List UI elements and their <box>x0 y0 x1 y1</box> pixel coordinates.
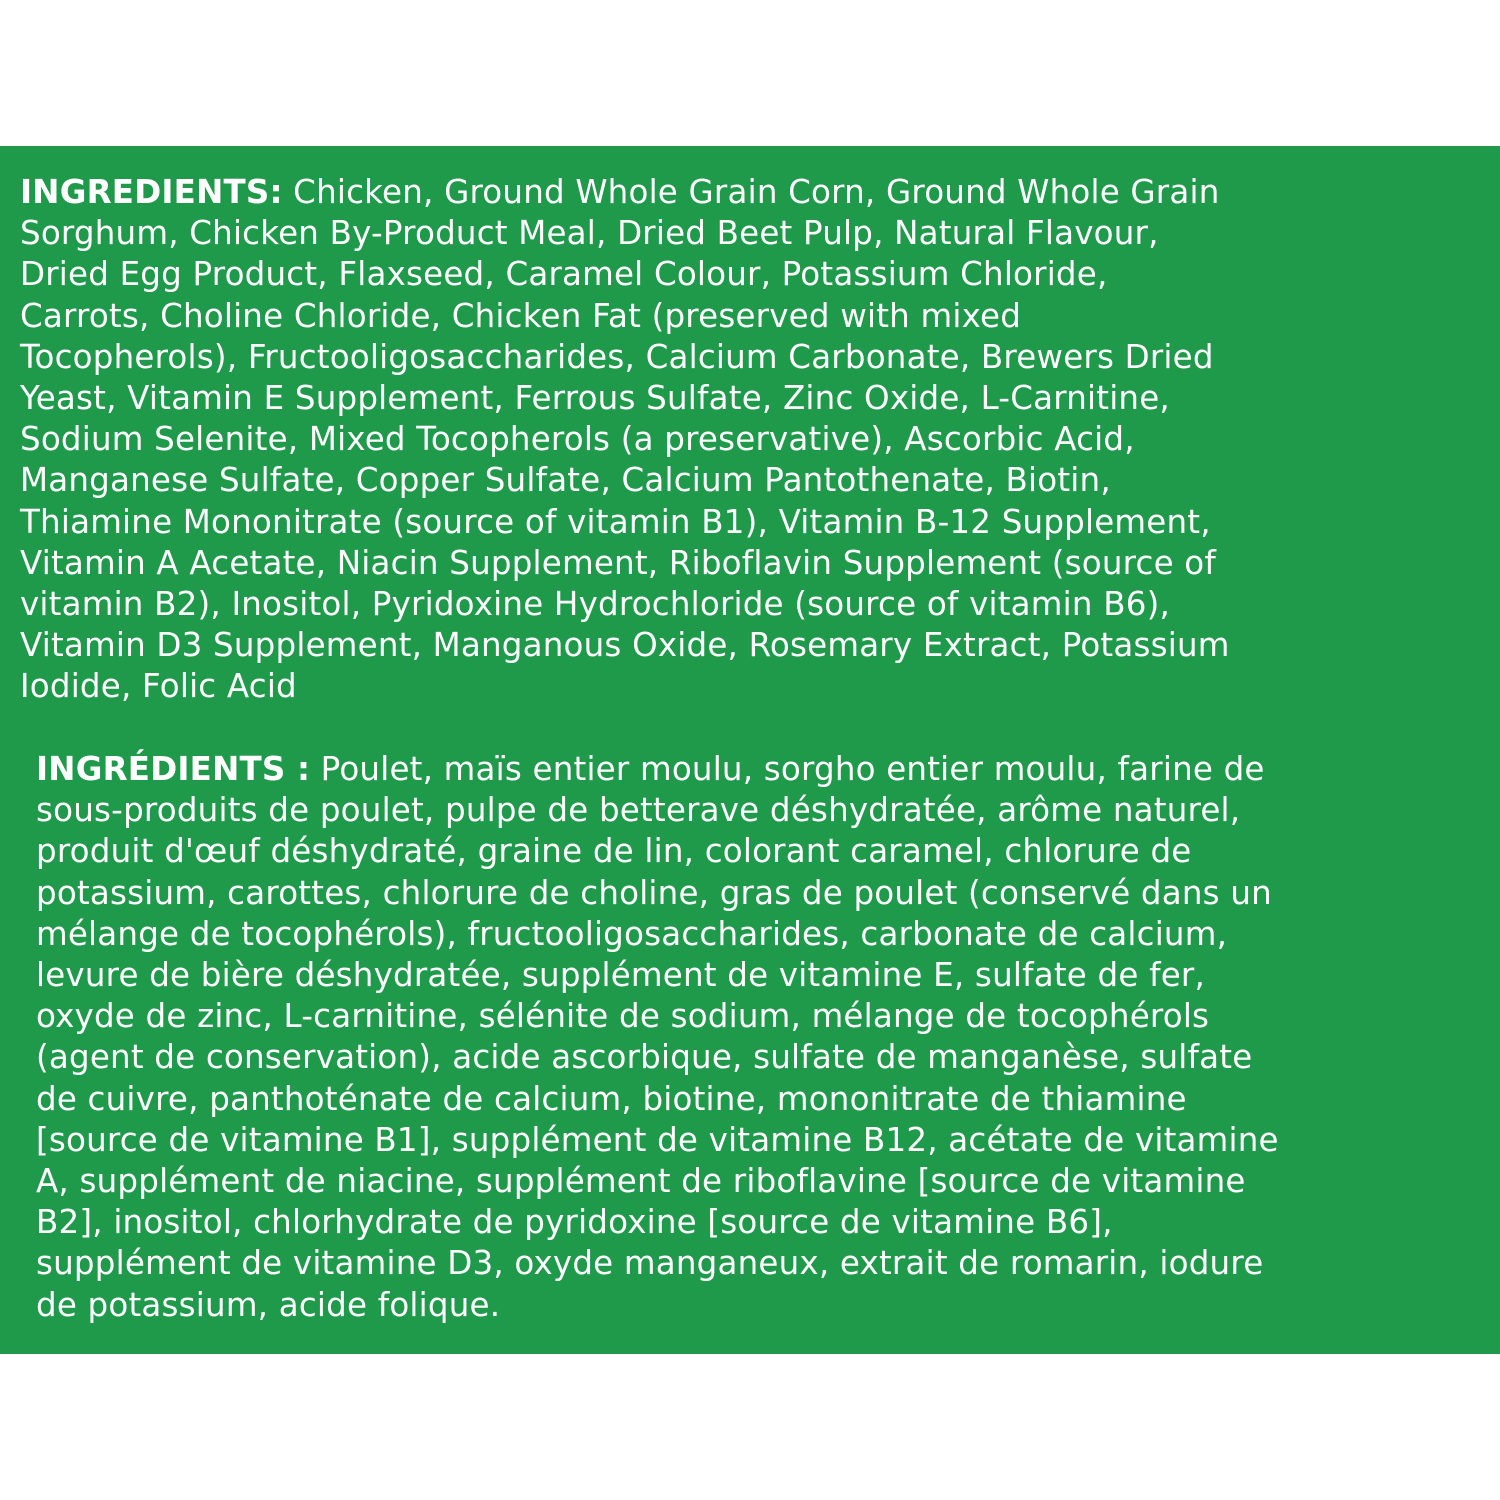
english-ingredients-line: Sodium Selenite, Mixed Tocopherols (a preservative), Ascorbic Acid, <box>20 420 1135 459</box>
english-ingredients-heading: INGREDIENTS: <box>20 173 283 211</box>
english-ingredients-line: Yeast, Vitamin E Supplement, Ferrous Sulfate, Zinc Oxide, L-Carnitine, <box>20 379 1170 418</box>
french-ingredients-line: de potassium, acide folique. <box>36 1285 501 1324</box>
french-ingredients-line: mélange de tocophérols), fructooligosaccharides, carbonate de calcium, <box>36 914 1228 953</box>
french-ingredients-line: A, supplément de niacine, supplément de riboflavine [source de vitamine <box>36 1162 1246 1201</box>
english-ingredients-line: Vitamin D3 Supplement, Manganous Oxide, Rosemary Extract, Potassium <box>20 626 1230 665</box>
english-ingredients-line: Tocopherols), Fructooligosaccharides, Calcium Carbonate, Brewers Dried <box>20 337 1214 376</box>
english-ingredients-line: Carrots, Choline Chloride, Chicken Fat (preserved with mixed <box>20 296 1022 335</box>
french-ingredients-block <box>36 749 1496 1326</box>
french-ingredients-line: Poulet, maïs entier moulu, sorgho entier moulu, farine de <box>310 750 1265 788</box>
french-ingredients-line: de cuivre, panthoténate de calcium, biotine, mononitrate de thiamine <box>36 1079 1187 1118</box>
ingredients-panel <box>0 146 1500 1354</box>
french-ingredients-line: supplément de vitamine D3, oxyde manganeux, extrait de romarin, iodure <box>36 1244 1264 1283</box>
french-ingredients-line: [source de vitamine B1], supplément de vitamine B12, acétate de vitamine <box>36 1120 1279 1159</box>
english-ingredients-line: Iodide, Folic Acid <box>20 667 297 706</box>
english-ingredients-line: Thiamine Mononitrate (source of vitamin B1), Vitamin B-12 Supplement, <box>20 502 1211 541</box>
english-ingredients-line: Dried Egg Product, Flaxseed, Caramel Colour, Potassium Chloride, <box>20 255 1108 294</box>
french-ingredients-line: oxyde de zinc, L-carnitine, sélénite de sodium, mélange de tocophérols <box>36 997 1210 1036</box>
english-ingredients-line: Vitamin A Acetate, Niacin Supplement, Riboflavin Supplement (source of <box>20 543 1217 582</box>
french-ingredients-line: sous-produits de poulet, pulpe de betterave déshydratée, arôme naturel, <box>36 791 1241 830</box>
french-ingredients-line: (agent de conservation), acide ascorbique, sulfate de manganèse, sulfate <box>36 1038 1253 1077</box>
french-ingredients-line: produit d'œuf déshydraté, graine de lin, colorant caramel, chlorure de <box>36 832 1192 871</box>
french-ingredients-line: potassium, carottes, chlorure de choline, gras de poulet (conservé dans un <box>36 873 1272 912</box>
english-ingredients-line: Sorghum, Chicken By-Product Meal, Dried Beet Pulp, Natural Flavour, <box>20 214 1159 253</box>
french-ingredients-line: levure de bière déshydratée, supplément de vitamine E, sulfate de fer, <box>36 956 1206 995</box>
english-ingredients-line: Chicken, Ground Whole Grain Corn, Ground Whole Grain <box>282 173 1220 211</box>
english-ingredients-line: Manganese Sulfate, Copper Sulfate, Calcium Pantothenate, Biotin, <box>20 461 1111 500</box>
english-ingredients-line: vitamin B2), Inositol, Pyridoxine Hydrochloride (source of vitamin B6), <box>20 585 1171 624</box>
french-ingredients-heading: INGRÉDIENTS : <box>36 750 311 788</box>
french-ingredients-line: B2], inositol, chlorhydrate de pyridoxine [source de vitamine B6], <box>36 1203 1113 1242</box>
english-first-line <box>20 172 1490 213</box>
french-first-line <box>36 749 1496 790</box>
english-ingredients-block <box>20 172 1490 708</box>
